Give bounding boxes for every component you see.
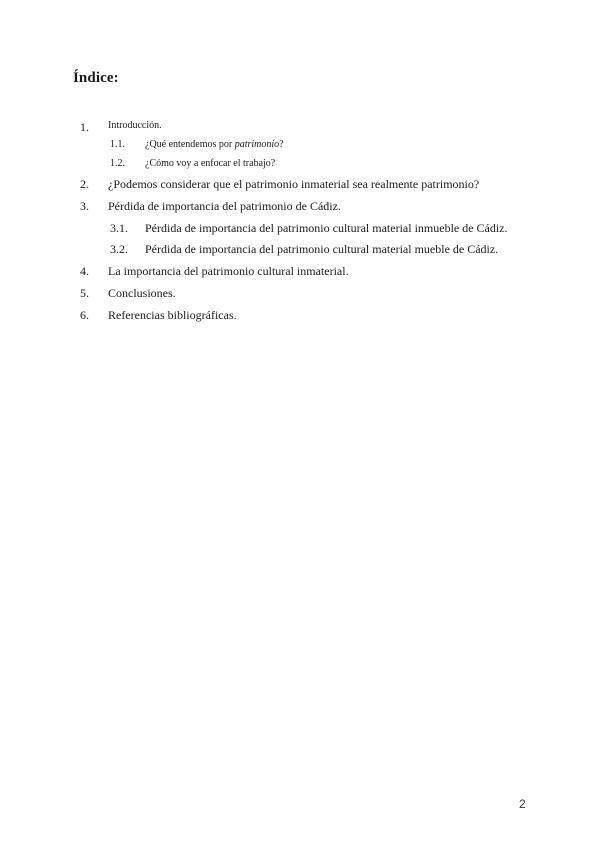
index-heading: Índice: — [73, 70, 119, 86]
toc-item-number: 3.1. — [110, 221, 128, 235]
toc-item-text: Referencias bibliográficas. — [108, 308, 237, 322]
toc-item-number: 3.2. — [110, 242, 128, 256]
page-number: 2 — [519, 797, 526, 811]
toc-item-text: Pérdida de importancia del patrimonio cultural material inmueble de Cádiz. — [145, 221, 508, 235]
toc-item-text: Conclusiones. — [108, 286, 176, 300]
toc-item-text: Pérdida de importancia del patrimonio de Cádiz. — [108, 199, 341, 213]
toc-item-text-emphasis: patrimonio — [234, 139, 280, 150]
toc-item-number: 4. — [80, 264, 89, 278]
toc-item-number: 5. — [80, 286, 89, 300]
toc-item-number: 2. — [80, 177, 89, 191]
toc-item-number: 3. — [80, 199, 89, 213]
toc-item-text — [145, 139, 284, 150]
toc-item-number: 6. — [80, 308, 89, 322]
toc-item-number: 1. — [80, 120, 89, 134]
toc-item-text: ¿Cómo voy a enfocar el trabajo? — [145, 158, 276, 169]
toc-item-text-post: ? — [279, 139, 284, 150]
toc-item-text: Pérdida de importancia del patrimonio cultural material mueble de Cádiz. — [145, 242, 499, 256]
toc-item-number: 1.2. — [110, 158, 125, 169]
toc-item-text-pre: ¿Qué entendemos por — [145, 139, 235, 150]
toc-item-text: La importancia del patrimonio cultural inmaterial. — [108, 264, 349, 278]
toc-item-number: 1.1. — [110, 139, 125, 150]
toc-item-text: Introducción. — [108, 120, 162, 131]
toc-item-text: ¿Podemos considerar que el patrimonio inmaterial sea realmente patrimonio? — [108, 177, 480, 191]
